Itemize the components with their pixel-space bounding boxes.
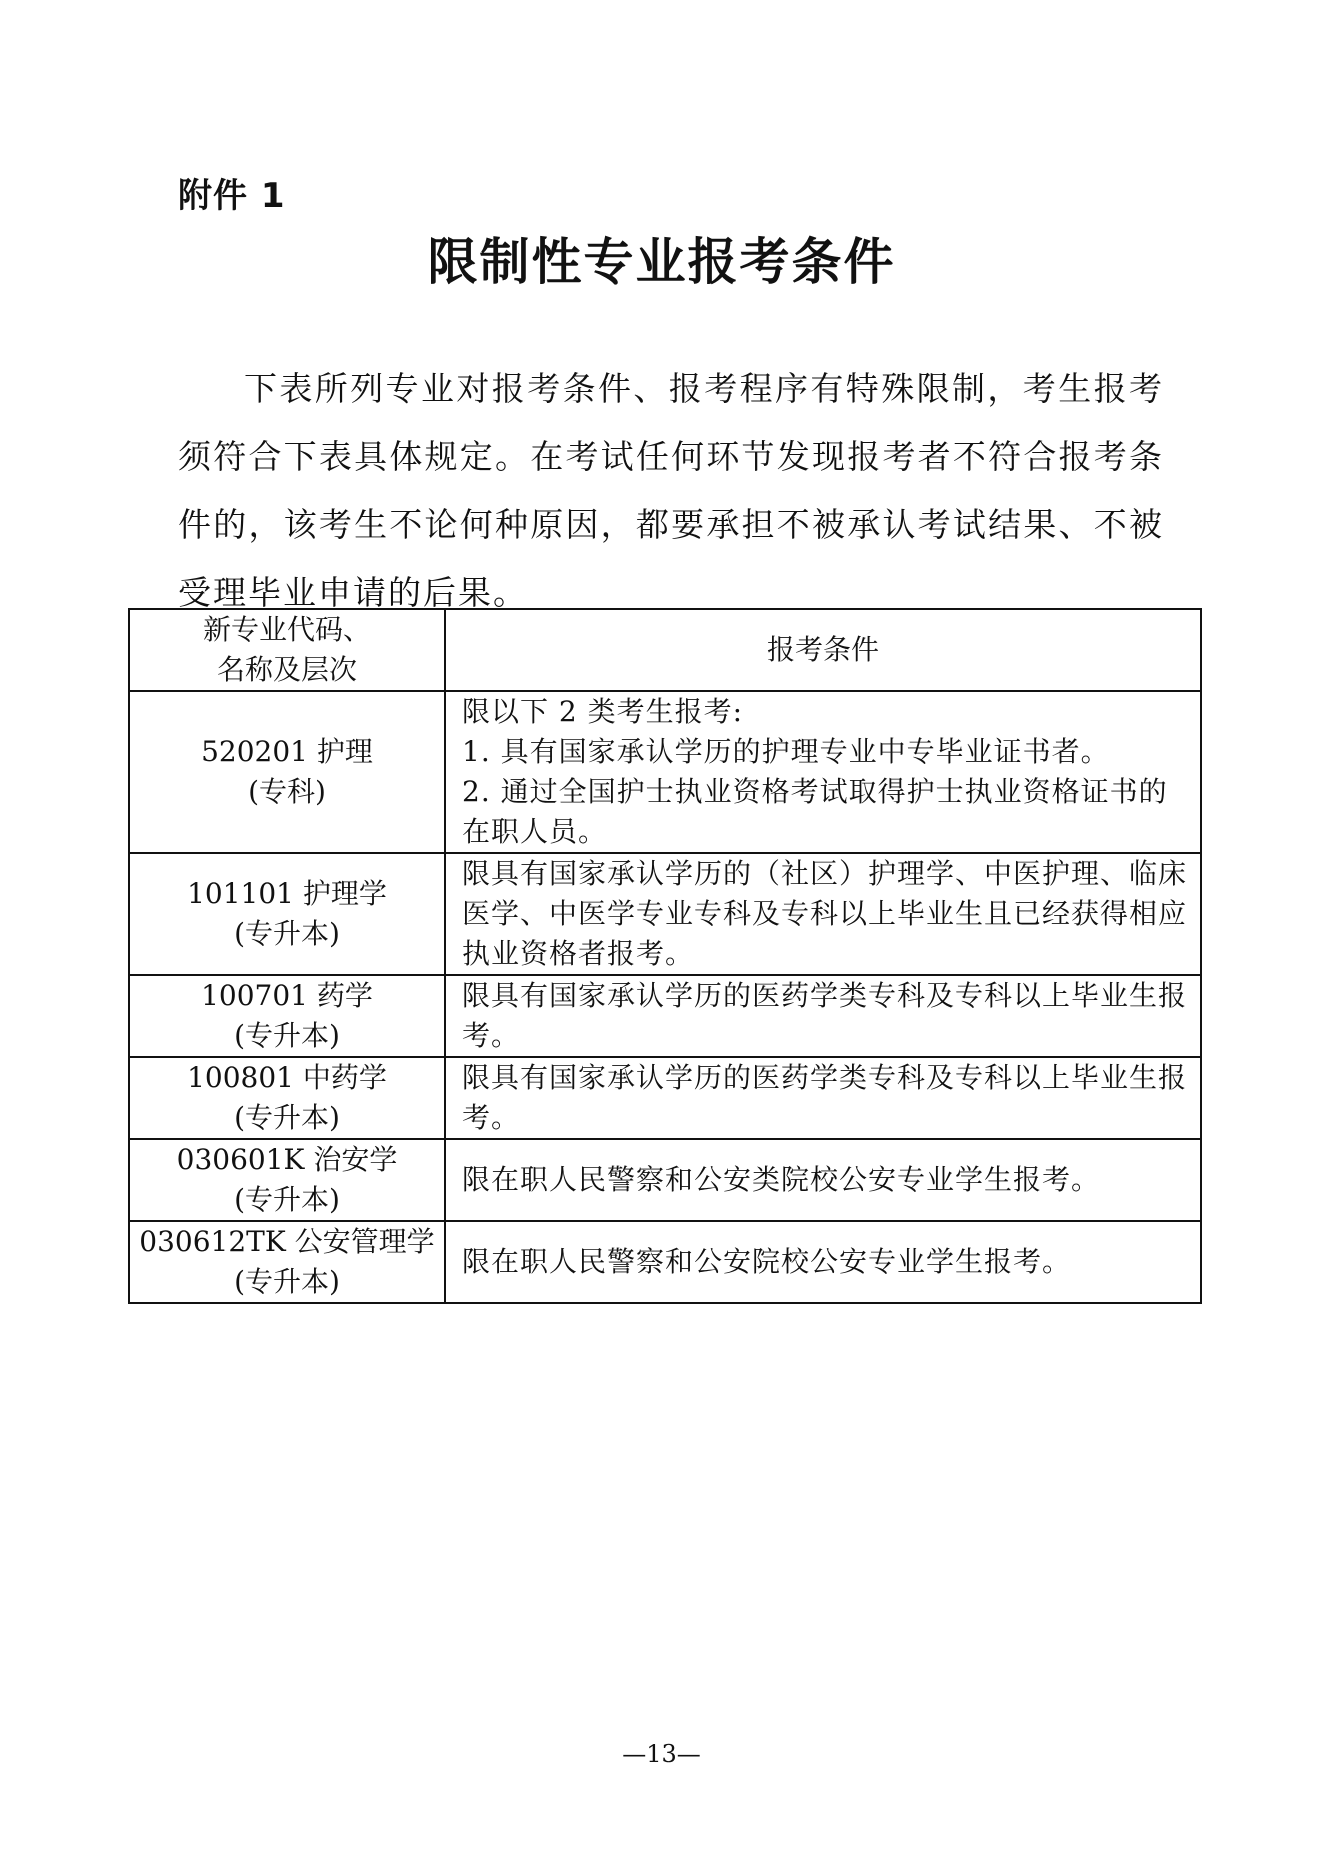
major-level: (专升本) (234, 1019, 340, 1052)
major-code-name: 100801 中药学 (187, 1061, 387, 1094)
major-code-name: 030612TK 公安管理学 (139, 1225, 435, 1258)
header-conditions: 报考条件 (445, 609, 1201, 691)
conditions-cell (445, 1057, 1201, 1139)
major-code-name: 030601K 治安学 (176, 1143, 398, 1176)
major-level: (专升本) (234, 1265, 340, 1298)
page-number: —13— (622, 1740, 701, 1768)
table-row (129, 1057, 1201, 1139)
requirements-table (128, 608, 1202, 1304)
table-row (129, 975, 1201, 1057)
table-row (129, 853, 1201, 975)
major-level: (专升本) (234, 1183, 340, 1216)
major-code-name: 520201 护理 (201, 735, 373, 768)
major-cell (129, 1139, 445, 1221)
intro-paragraph: 下表所列专业对报考条件、报考程序有特殊限制，考生报考须符合下表具体规定。在考试任何环节发现报考者不符合报考条件的，该考生不论何种原因，都要承担不被承认考试结果、不被受理毕业申请的后果。 (178, 369, 1164, 612)
condition-line: 限以下 2 类考生报考: (462, 695, 744, 728)
condition-line: 2. 通过全国护士执业资格考试取得护士执业资格证书的在职人员。 (462, 775, 1168, 848)
conditions-cell (445, 1221, 1201, 1303)
major-level: (专科) (248, 775, 326, 808)
major-cell (129, 1057, 445, 1139)
table-header-row (129, 609, 1201, 691)
conditions-cell (445, 691, 1201, 853)
major-code-name: 101101 护理学 (187, 877, 387, 910)
condition-line: 限在职人民警察和公安类院校公安专业学生报考。 (462, 1163, 1101, 1196)
major-cell (129, 691, 445, 853)
header-major-line1: 新专业代码、 (202, 613, 371, 646)
table-row (129, 691, 1201, 853)
condition-line: 限在职人民警察和公安院校公安专业学生报考。 (462, 1245, 1072, 1278)
major-code-name: 100701 药学 (201, 979, 373, 1012)
major-cell (129, 853, 445, 975)
major-level: (专升本) (234, 917, 340, 950)
major-cell (129, 1221, 445, 1303)
condition-line: 限具有国家承认学历的医药学类专科及专科以上毕业生报考。 (462, 1061, 1188, 1134)
header-major-line2: 名称及层次 (216, 653, 357, 686)
document-title: 限制性专业报考条件 (427, 233, 896, 291)
major-level: (专升本) (234, 1101, 340, 1134)
condition-line: 限具有国家承认学历的（社区）护理学、中医护理、临床医学、中医学专业专科及专科以上毕业生且已经获得相应执业资格者报考。 (462, 857, 1188, 970)
table-row (129, 1139, 1201, 1221)
conditions-cell (445, 975, 1201, 1057)
header-major (129, 609, 445, 691)
table-row (129, 1221, 1201, 1303)
condition-line: 限具有国家承认学历的医药学类专科及专科以上毕业生报考。 (462, 979, 1188, 1052)
conditions-cell (445, 1139, 1201, 1221)
conditions-cell (445, 853, 1201, 975)
major-cell (129, 975, 445, 1057)
condition-line: 1. 具有国家承认学历的护理专业中专毕业证书者。 (462, 735, 1110, 768)
attachment-label: 附件 1 (178, 176, 286, 216)
